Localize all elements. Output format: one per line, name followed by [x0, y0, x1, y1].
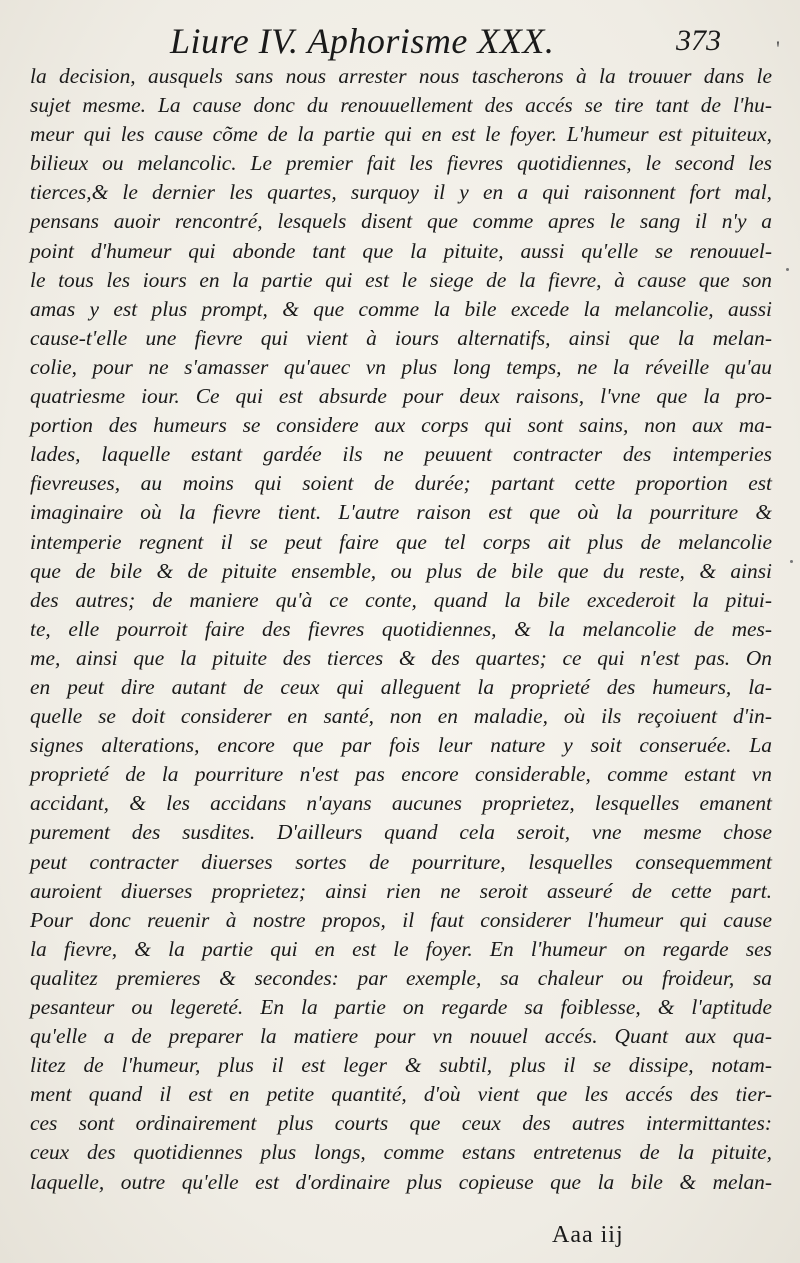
text-line: la fievre, & la partie qui en est le foyer. En l'humeur on regarde ses	[30, 936, 772, 961]
text-line: ces sont ordinairement plus courts que ceux des autres intermittantes:	[30, 1111, 772, 1136]
text-line: ment quand il est en petite quantité, d'où vient que les accés des tier-	[30, 1082, 772, 1107]
text-line: fievreuses, au moins qui soient de durée; partant cette proportion est	[30, 471, 772, 496]
text-line: la decision, ausquels sans nous arrester nous tascherons à la trouuer dans le	[30, 64, 772, 88]
text-line: meur qui les cause cõme de la partie qui en est le foyer. L'humeur est pituiteux,	[30, 122, 772, 147]
body-text	[30, 62, 772, 1197]
running-title: Liure IV. Aphorisme XXX.	[170, 21, 555, 61]
text-line: pesanteur ou legereté. En la partie on regarde sa foiblesse, & l'aptitude	[30, 995, 772, 1019]
text-line: portion des humeurs se considere aux corps qui sont sains, non aux ma-	[30, 413, 772, 438]
text-line: qualitez premieres & secondes: par exemple, sa chaleur ou froideur, sa	[30, 965, 772, 990]
text-line: quatriesme iour. Ce qui est absurde pour deux raisons, l'vne que la pro-	[30, 384, 772, 409]
text-line: des autres; de maniere qu'à ce conte, quand la bile excederoit la pitui-	[30, 587, 772, 612]
text-line: que de bile & de pituite ensemble, ou plus de bile que du reste, & ainsi	[30, 558, 772, 583]
text-line: litez de l'humeur, plus il est leger & subtil, plus il se dissipe, notam-	[30, 1053, 772, 1078]
text-line: accidant, & les accidans n'ayans aucunes proprietez, lesquelles emanent	[30, 791, 772, 816]
text-line: auroient diuerses proprietez; ainsi rien ne seroit asseuré de cette part.	[30, 878, 772, 903]
text-line: purement des susdites. D'ailleurs quand cela seroit, vne mesme chose	[30, 820, 772, 845]
text-line: en peut dire autant de ceux qui alleguent la proprieté des humeurs, la-	[30, 674, 772, 699]
signature-mark: Aaa iij	[552, 1222, 624, 1248]
text-line: pensans auoir rencontré, lesquels disent que comme apres le sang il n'y a	[30, 209, 772, 234]
text-line: imaginaire où la fievre tient. L'autre raison est que où la pourriture &	[30, 500, 772, 525]
text-line: laquelle, outre qu'elle est d'ordinaire plus copieuse que la bile & melan-	[30, 1169, 772, 1194]
page-number: 373	[676, 24, 721, 57]
text-line: te, elle pourroit faire des fievres quotidiennes, & la melancolie de mes-	[30, 616, 772, 641]
text-line: point d'humeur qui abonde tant que la pituite, aussi qu'elle se renouuel-	[30, 238, 772, 263]
text-line: proprieté de la pourriture n'est pas encore considerable, comme estant vn	[30, 762, 772, 787]
text-line: cause-t'elle une fievre qui vient à iours alternatifs, ainsi que la melan-	[30, 325, 772, 350]
text-line: intemperie regnent il se peut faire que tel corps ait plus de melancolie	[30, 529, 772, 554]
text-line: tierces,& le dernier les quartes, surquoy il y en a qui raisonnent fort mal,	[30, 180, 772, 205]
margin-speck	[790, 560, 793, 563]
text-line: me, ainsi que la pituite des tierces & des quartes; ce qui n'est pas. On	[30, 645, 772, 670]
text-line: Pour donc reuenir à nostre propos, il faut considerer l'humeur qui cause	[30, 907, 772, 932]
text-line: sujet mesme. La cause donc du renouuellement des accés se tire tant de l'hu-	[30, 93, 772, 118]
text-line: peut contracter diuerses sortes de pourriture, lesquelles consequemment	[30, 849, 772, 874]
text-line: colie, pour ne s'amasser qu'auec vn plus long temps, ne la réveille qu'au	[30, 354, 772, 379]
text-line: lades, laquelle estant gardée ils ne peuuent contracter des intemperies	[30, 442, 772, 467]
text-line: qu'elle a de preparer la matiere pour vn nouuel accés. Quant aux qua-	[30, 1024, 772, 1049]
text-line: bilieux ou melancolic. Le premier fait les fievres quotidiennes, le second les	[30, 151, 772, 176]
text-line: signes alterations, encore que par fois leur nature y soit conseruée. La	[30, 733, 772, 758]
margin-speck	[786, 268, 789, 271]
text-line: ceux des quotidiennes plus longs, comme estans entretenus de la pituite,	[30, 1140, 772, 1165]
edge-mark: '	[776, 36, 780, 61]
footer	[0, 1222, 800, 1254]
text-line: amas y est plus prompt, & que comme la bile excede la melancolie, aussi	[30, 296, 772, 321]
text-line: quelle se doit considerer en santé, non en maladie, où ils reçoiuent d'in-	[30, 704, 772, 729]
text-line: le tous les iours en la partie qui est le siege de la fievre, à cause que son	[30, 267, 772, 292]
running-head	[0, 14, 800, 64]
